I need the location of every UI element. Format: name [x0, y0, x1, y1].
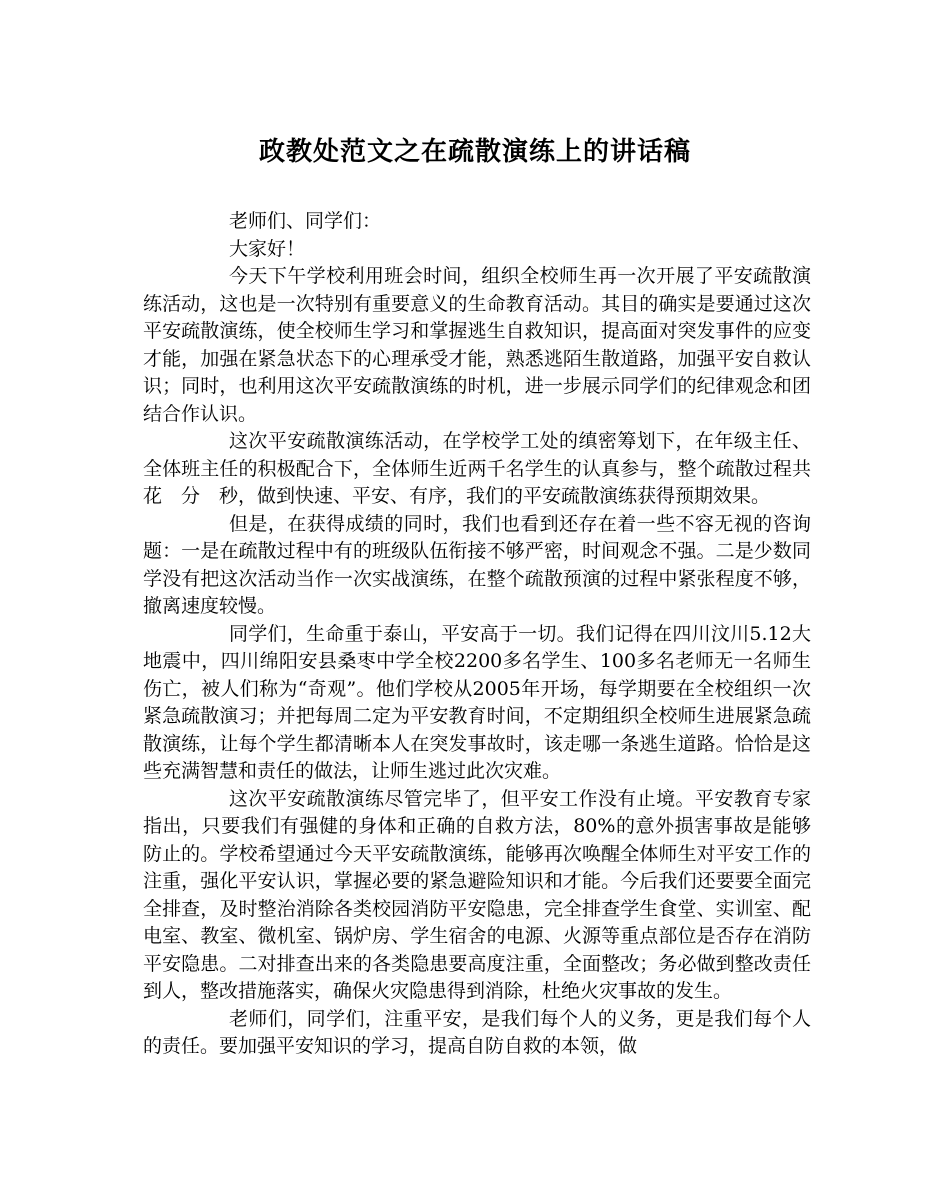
document-body — [143, 208, 811, 1061]
document-title: 政教处范文之在疏散演练上的讲话稿 — [258, 137, 691, 167]
paragraph-2: 这次平安疏散演练活动，在学校学工处的缜密筹划下，在年级主任、全体班主任的积极配合下，全体师生近两千名学生的认真参与，整个疏散过程共花 分 秒，做到快速、平安、有序，我们的平安疏散演练获得预期效果。 — [143, 430, 811, 507]
paragraph-4: 同学们，生命重于泰山，平安高于一切。我们记得在四川汶川5.12大地震中，四川绵阳安县桑枣中学全校2200多名学生、100多名老师无一名师生伤亡，被人们称为“奇观”。他们学校从2005年开场，每学期要在全校组织一次紧急疏散演习；并把每周二定为平安教育时间，不定期组织全校师生进展紧急疏散演练，让每个学生都清晰本人在突发事故时，该走哪一条逃生道路。恰恰是这些充满智慧和责任的做法，让师生逃过此次灾难。 — [143, 622, 811, 782]
greeting: 大家好！ — [229, 237, 306, 260]
salutation: 老师们、同学们： — [229, 210, 382, 232]
paragraph-5: 这次平安疏散演练尽管完毕了，但平安工作没有止境。平安教育专家指出，只要我们有强健的身体和正确的自救方法，80%的意外损害事故是能够防止的。学校希望通过今天平安疏散演练，能够再次唤醒全体师生对平安工作的注重，强化平安认识，掌握必要的紧急避险知识和才能。今后我们还要要全面完全排查，及时整治消除各类校园消防平安隐患，完全排查学生食堂、实训室、配电室、教室、微机室、锅炉房、学生宿舍的电源、火源等重点部位是否存在消防平安隐患。二对排查出来的各类隐患要高度注重，全面整改；务必做到整改责任到人，整改措施落实，确保火灾隐患得到消除，杜绝火灾事故的发生。 — [143, 787, 811, 1002]
paragraph-6: 老师们，同学们，注重平安，是我们每个人的义务，更是我们每个人的责任。要加强平安知识的学习，提高自防自救的本领，做 — [143, 1007, 811, 1057]
paragraph-1: 今天下午学校利用班会时间，组织全校师生再一次开展了平安疏散演练活动，这也是一次特别有重要意义的生命教育活动。其目的确实是要通过这次平安疏散演练，使全校师生学习和掌握逃生自救知识，提高面对突发事件的应变才能，加强在紧急状态下的心理承受才能，熟悉逃陌生散道路，加强平安自救认识；同时，也利用这次平安疏散演练的时机，进一步展示同学们的纪律观念和团结合作认识。 — [143, 265, 811, 425]
paragraph-3: 但是，在获得成绩的同时，我们也看到还存在着一些不容无视的咨询题：一是在疏散过程中有的班级队伍衔接不够严密，时间观念不强。二是少数同学没有把这次活动当作一次实战演练，在整个疏散预演的过程中紧张程度不够，撤离速度较慢。 — [143, 512, 811, 617]
